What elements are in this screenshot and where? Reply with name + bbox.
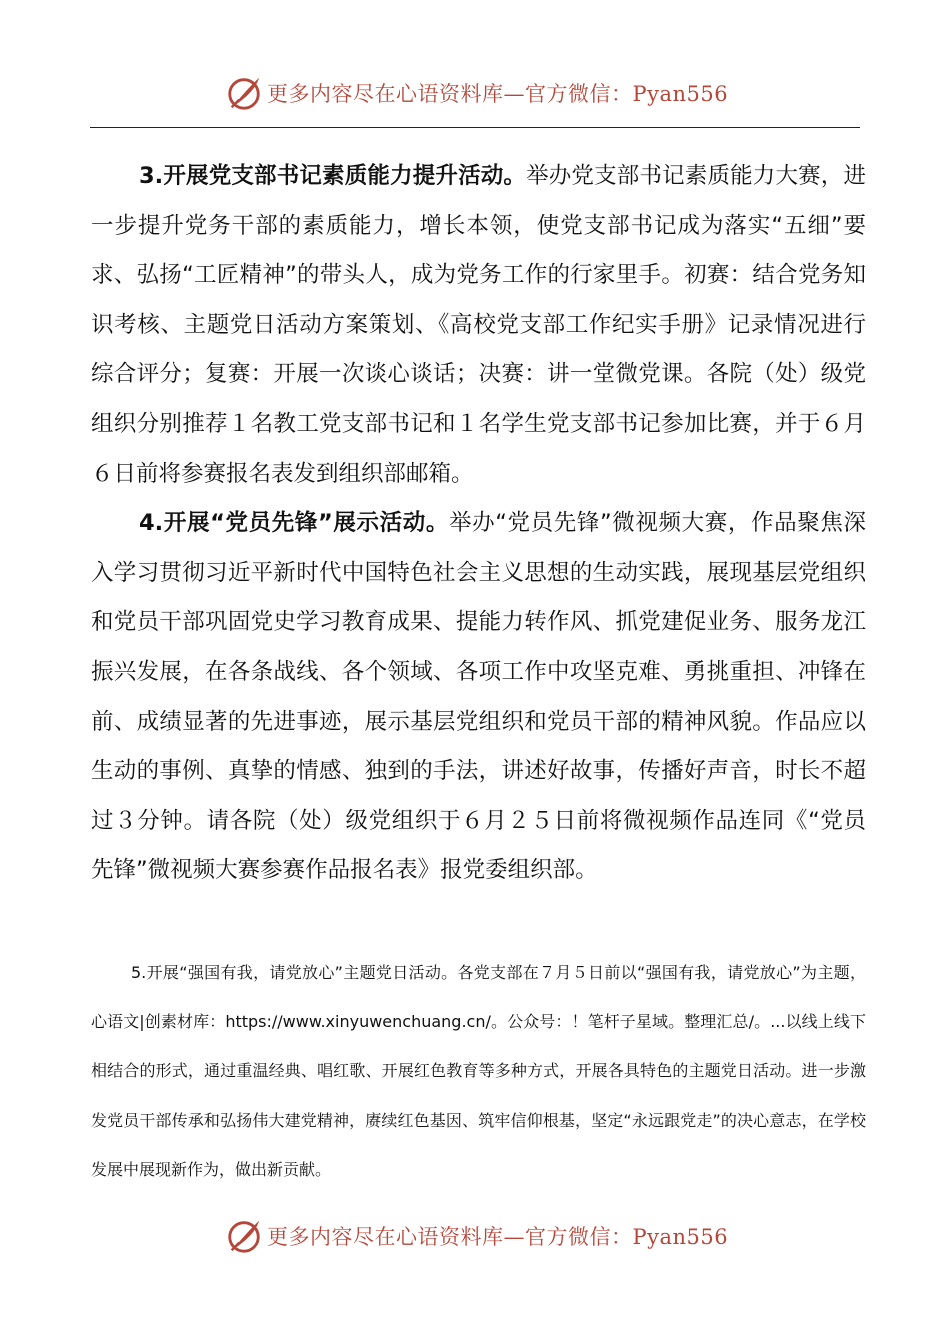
- section-5-block: [91, 948, 866, 1194]
- header-banner: [225, 73, 728, 113]
- header-banner-text: 更多内容尽在心语资料库—官方微信：Pyan556: [267, 82, 729, 106]
- section-5-paragraph: 5.开展“强国有我，请党放心”主题党日活动。各党支部在７月５日前以“强国有我，请党放心”为主题，心语文|创素材库：https://www.xinyuwenchuang.cn/。公众号：！笔杆子星域。整理汇总/。...以线上线下相结合的形式，通过重温经典、唱红歌、开展红色教育等多种方式，开展各具特色的主题党日活动。进一步激发党员干部传承和弘扬伟大建党精神，赓续红色基因、筑牢信仰根基，坚定“永远跟党走”的决心意志，在学校发展中展现新作为，做出新贡献。: [91, 963, 866, 1179]
- feather-pen-logo-icon: [225, 74, 263, 112]
- section-3-paragraph: [91, 152, 866, 499]
- footer-banner-text: 更多内容尽在心语资料库—官方微信：Pyan556: [267, 1225, 729, 1249]
- main-content: [91, 152, 866, 896]
- section-4-paragraph: [91, 499, 866, 896]
- section-4-body: 举办“党员先锋”微视频大赛，作品聚焦深入学习贯彻习近平新时代中国特色社会主义思想的生动实践，展现基层党组织和党员干部巩固党史学习教育成果、提能力转作风、抓党建促业务、服务龙江振兴发展，在各条战线、各个领域、各项工作中攻坚克难、勇挑重担、冲锋在前、成绩显著的先进事迹，展示基层党组织和党员干部的精神风貌。作品应以生动的事例、真挚的情感、独到的手法，讲述好故事，传播好声音，时长不超过３分钟。请各院（处）级党组织于６月２５日前将微视频作品连同《“党员先锋”微视频大赛参赛作品报名表》报党委组织部。: [91, 510, 866, 884]
- section-4-heading: 4.开展“党员先锋”展示活动。: [139, 510, 449, 537]
- header-divider: [90, 127, 860, 128]
- feather-pen-logo-icon: [225, 1217, 263, 1255]
- section-3-body: 举办党支部书记素质能力大赛，进一步提升党务干部的素质能力，增长本领，使党支部书记成为落实“五细”要求、弘扬“工匠精神”的带头人，成为党务工作的行家里手。初赛：结合党务知识考核、主题党日活动方案策划、《高校党支部工作纪实手册》记录情况进行综合评分；复赛：开展一次谈心谈话；决赛：讲一堂微党课。各院（处）级党组织分别推荐１名教工党支部书记和１名学生党支部书记参加比赛，并于６月６日前将参赛报名表发到组织部邮箱。: [91, 163, 866, 487]
- footer-banner: [225, 1216, 728, 1256]
- section-3-heading: 3.开展党支部书记素质能力提升活动。: [139, 163, 527, 189]
